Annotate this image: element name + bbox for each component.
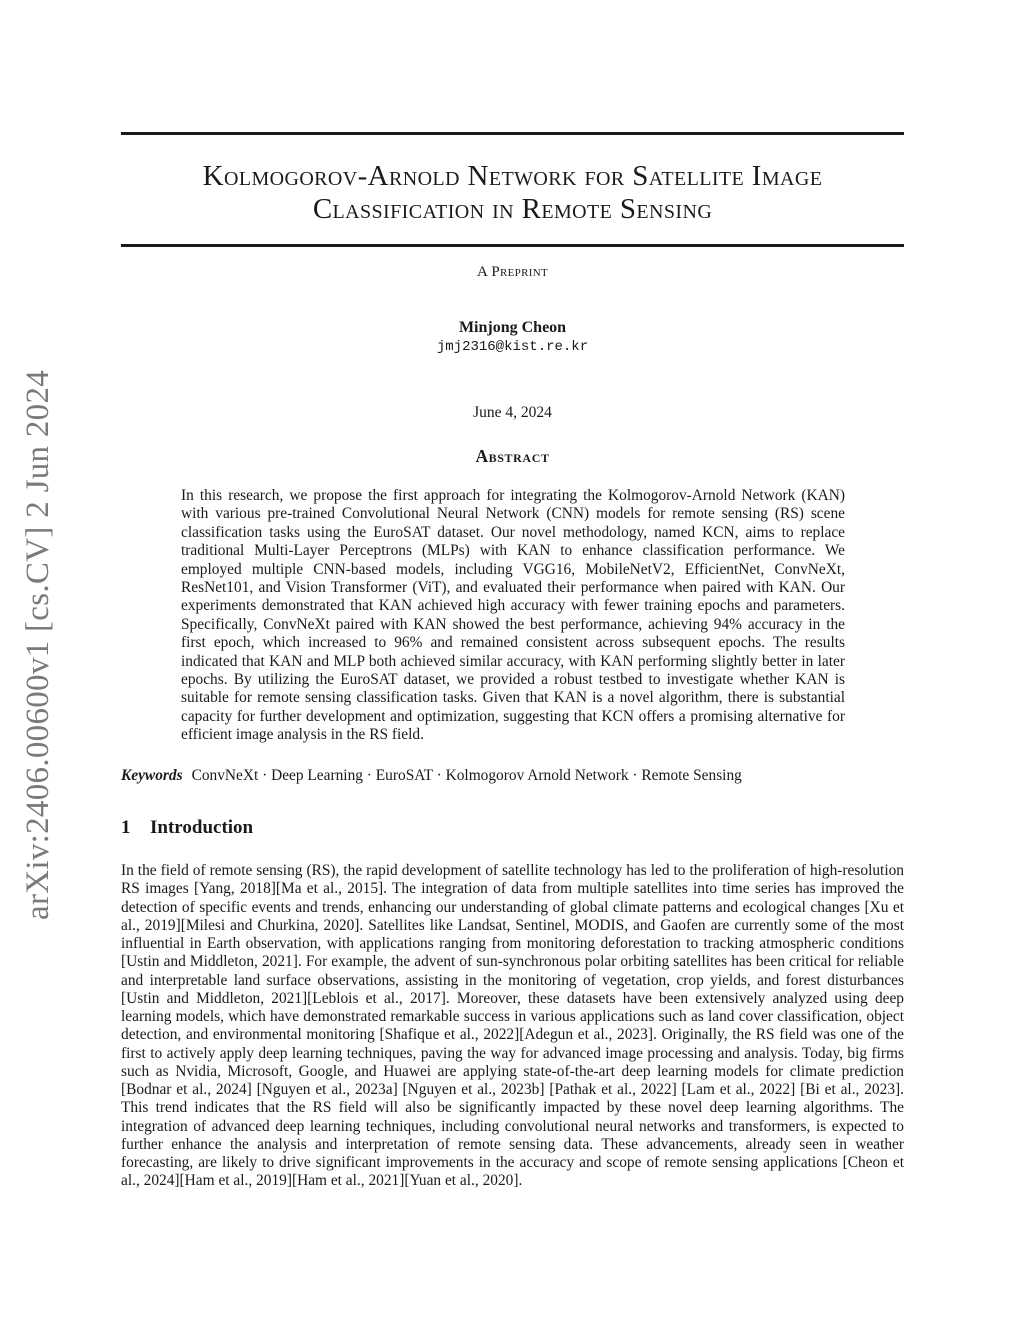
author-email[interactable]: jmj2316@kist.re.kr bbox=[436, 339, 589, 355]
preprint-label: A Preprint bbox=[477, 264, 548, 280]
section-number: 1 bbox=[121, 817, 131, 838]
introduction-text: In the field of remote sensing (RS), the rapid development of satellite technology has led to the proliferation of high-resolution RS images [Yang, 2018][Ma et al., 2015]. The integration of data from multiple satellites into time series has improved the detection of specific events and trends, enhancing our understanding of global climate patterns and ecological changes [Xu et al., 2019][Milesi and Churkina, 2020]. Satellites like Landsat, Sentinel, MODIS, and Gaofen are currently some of the most influential in Earth observation, with applications ranging from monitoring deforestation to tracking atmospheric conditions [Ustin and Middleton, 2021]. For example, the advent of sun-synchronous polar orbiting satellites has been critical for reliable and interpretable land surface observations, assisting in the monitoring of vegetation, crop yields, and forest disturbances [Ustin and Middleton, 2021][Leblois et al., 2017]. Moreover, these datasets have been extensively analyzed using deep learning models, which have demonstrated remarkable success in various applications such as land cover classification, object detection, and environmental monitoring [Shafique et al., 2022][Adegun et al., 2023]. Originally, the RS field was one of the first to actively apply deep learning techniques, paving the way for advanced image processing and analysis. Today, big firms such as Nvidia, Microsoft, Google, and Huawei are applying state-of-the-art deep learning models for climate prediction [Bodnar et al., 2024] [Nguyen et al., 2023a] [Nguyen et al., 2023b] [Pathak et al., 2022] [Lam et al., 2022] [Bi et al., 2023]. This trend indicates that the RS field will also be significantly impacted by these novel deep learning algorithms. The integration of advanced deep learning techniques, including convolutional neural networks and transformers, is expected to further enhance the analysis and interpretation of remote sensing data. These advancements, already seen in weather forecasting, are likely to drive significant improvements in the accuracy and scope of remote sensing applications [Cheon et al., 2024][Ham et al., 2019][Ham et al., 2021][Yuan et al., 2020]. bbox=[121, 862, 904, 1190]
abstract-text: In this research, we propose the first approach for integrating the Kolmogorov-Arnold Network (KAN) with various pre-trained Convolutional Neural Network (CNN) models for remote sensing (RS) scene classification tasks using the EuroSAT dataset. Our novel methodology, named KCN, aims to replace traditional Multi-Layer Perceptrons (MLPs) with KAN to enhance classification performance. We employed multiple CNN-based models, including VGG16, MobileNetV2, EfficientNet, ConvNeXt, ResNet101, and Vision Transformer (ViT), and evaluated their performance when paired with KAN. Our experiments demonstrated that KAN achieved high accuracy with fewer training epochs and parameters. Specifically, ConvNeXt paired with KAN showed the best performance, achieving 94% accuracy in the first epoch, which increased to 96% and remained consistent across subsequent epochs. The results indicated that KAN and MLP both achieved similar accuracy, with KAN performing slightly better in later epochs. By utilizing the EuroSAT dataset, we provided a robust testbed to investigate whether KAN is suitable for remote sensing classification tasks. Given that KAN is a novel algorithm, there is substantial capacity for further development and optimization, suggesting that KCN offers a promising alternative for efficient image analysis in the RS field. bbox=[181, 487, 845, 744]
keywords bbox=[121, 767, 904, 785]
title-top-rule bbox=[121, 132, 904, 135]
publication-date: June 4, 2024 bbox=[473, 404, 552, 421]
section-title: Introduction bbox=[150, 817, 254, 838]
keywords-list: ConvNeXt · Deep Learning · EuroSAT · Kolmogorov Arnold Network · Remote Sensing bbox=[191, 767, 742, 784]
paper-title: Kolmogorov-Arnold Network for Satellite Image Classification in Remote Sensing bbox=[202, 160, 823, 225]
arxiv-identifier-stamp: arXiv:2406.00600v1 [cs.CV] 2 Jun 2024 bbox=[20, 369, 56, 920]
section-heading-introduction bbox=[121, 817, 904, 839]
title-bottom-rule bbox=[121, 244, 904, 247]
abstract-heading: Abstract bbox=[475, 446, 550, 466]
author-name: Minjong Cheon bbox=[458, 319, 567, 336]
keywords-label: Keywords bbox=[121, 767, 183, 784]
